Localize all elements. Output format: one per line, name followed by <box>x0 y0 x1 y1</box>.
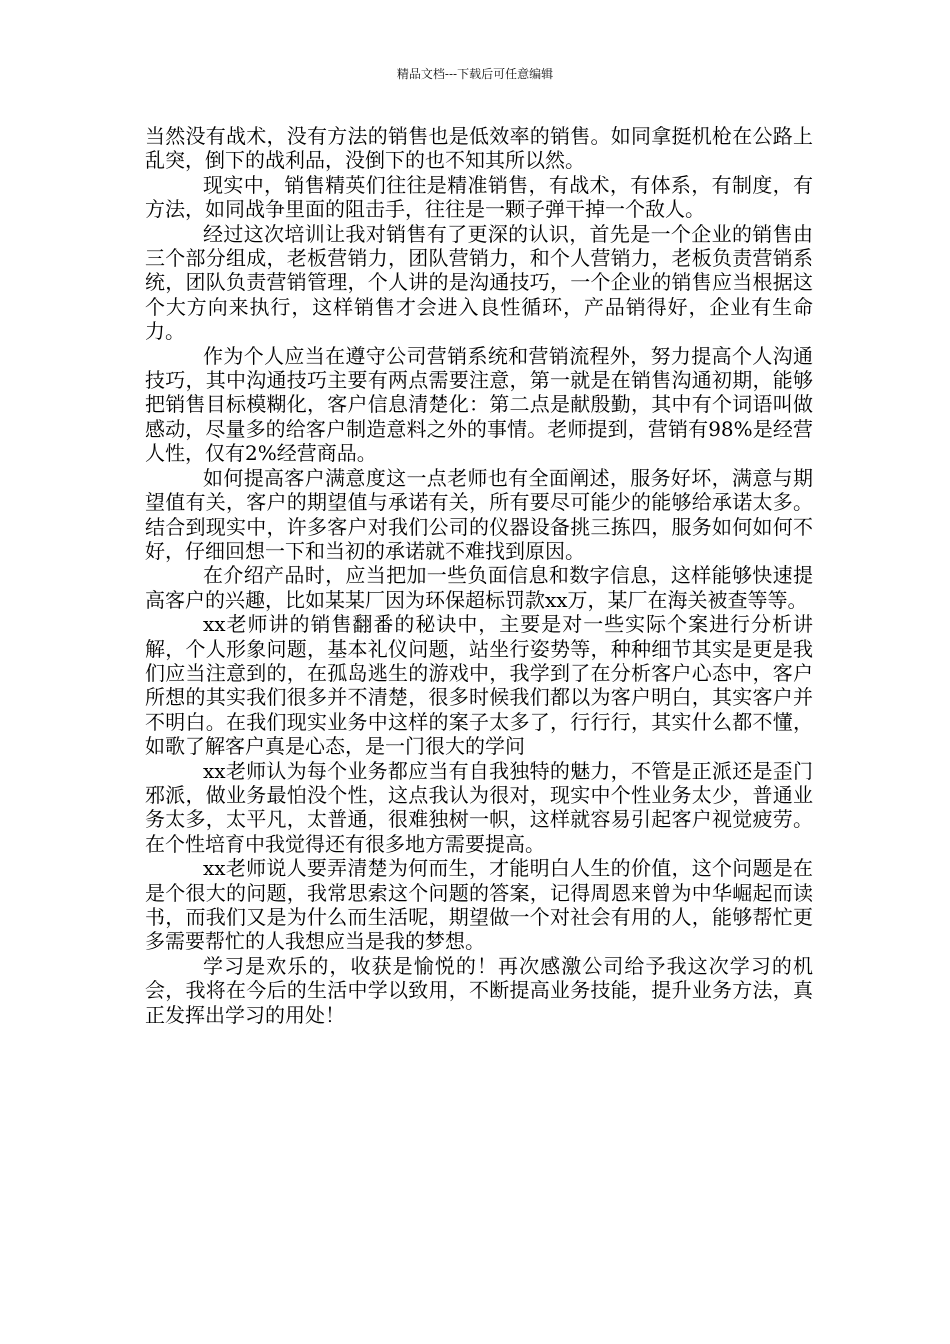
paragraph-7: xx老师讲的销售翻番的秘诀中，主要是对一些实际个案进行分析讲解，个人形象问题，基本礼仪问题，站坐行姿势等，种种细节其实是更是我们应当注意到的，在孤岛逃生的游戏中，我学到了在分析客户心态中，客户所想的其实我们很多并不清楚，很多时候我们都以为客户明白，其实客户并不明白。在我们现实业务中这样的案子太多了，行行行，其实什么都不懂，如歌了解客户真是心态，是一门很大的学问 <box>145 612 813 759</box>
paragraph-9: xx老师说人要弄清楚为何而生，才能明白人生的价值，这个问题是在是个很大的问题，我常思索这个问题的答案，记得周恩来曾为中华崛起而读书，而我们又是为什么而生活呢，期望做一个对社会有用的人，能够帮忙更多需要帮忙的人我想应当是我的梦想。 <box>145 856 813 954</box>
paragraph-4: 作为个人应当在遵守公司营销系统和营销流程外，努力提高个人沟通技巧，其中沟通技巧主要有两点需要注意，第一就是在销售沟通初期，能够把销售目标模糊化，客户信息清楚化：第二点是献殷勤，其中有个词语叫做感动，尽量多的给客户制造意料之外的事情。老师提到，营销有98%是经营人性，仅有2%经营商品。 <box>145 343 813 466</box>
paragraph-5: 如何提高客户满意度这一点老师也有全面阐述，服务好坏，满意与期望值有关，客户的期望值与承诺有关，所有要尽可能少的能够给承诺太多。结合到现实中，许多客户对我们公司的仪器设备挑三拣四，服务如何如何不好，仔细回想一下和当初的承诺就不难找到原因。 <box>145 465 813 563</box>
document-body <box>145 124 813 1027</box>
page-header: 精品文档---下载后可任意编辑 <box>396 67 554 81</box>
paragraph-3: 经过这次培训让我对销售有了更深的认识，首先是一个企业的销售由三个部分组成，老板营销力，团队营销力，和个人营销力，老板负责营销系统，团队负责营销管理，个人讲的是沟通技巧，一个企业的销售应当根据这个大方向来执行，这样销售才会进入良性循环，产品销得好，企业有生命力。 <box>145 221 813 344</box>
paragraph-8: xx老师认为每个业务都应当有自我独特的魅力，不管是正派还是歪门邪派，做业务最怕没个性，这点我认为很对，现实中个性业务太少，普通业务太多，太平凡，太普通，很难独树一帜，这样就容易引起客户视觉疲劳。在个性培育中我觉得还有很多地方需要提高。 <box>145 758 813 856</box>
paragraph-2: 现实中，销售精英们往往是精准销售，有战术，有体系，有制度，有方法，如同战争里面的阻击手，往往是一颗子弹干掉一个敌人。 <box>145 172 813 222</box>
paragraph-1: 当然没有战术，没有方法的销售也是低效率的销售。如同拿挺机枪在公路上乱突，倒下的战利品，没倒下的也不知其所以然。 <box>145 124 813 173</box>
paragraph-6: 在介绍产品时，应当把加一些负面信息和数字信息，这样能够快速提高客户的兴趣，比如某某厂因为环保超标罚款xx万，某厂在海关被查等等。 <box>145 563 813 612</box>
paragraph-10: 学习是欢乐的，收获是愉悦的！再次感激公司给予我这次学习的机会，我将在今后的生活中学以致用，不断提高业务技能，提升业务方法，真正发挥出学习的用处！ <box>145 953 813 1027</box>
